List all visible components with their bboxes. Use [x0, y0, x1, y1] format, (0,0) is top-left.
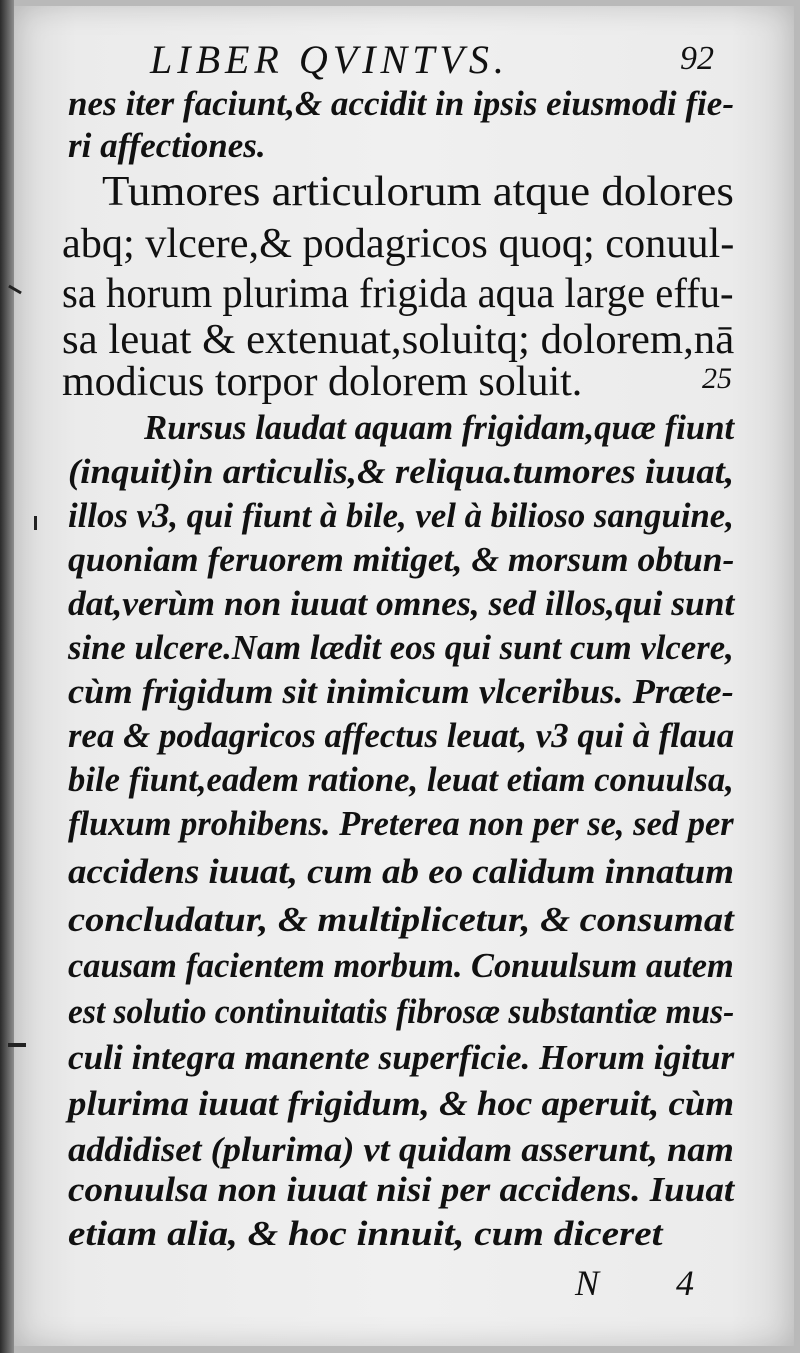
- text-line: etiam alia, & hoc innuit, cum diceret: [68, 1214, 663, 1253]
- margin-mark-bottom: [8, 1043, 26, 1047]
- text-line: Rursus laudat aquam frigidam,quæ fiunt: [144, 408, 735, 447]
- text-line: (inquit)in articulis,& reliqua.tumores iuuat,: [68, 452, 735, 491]
- text-line: abq; vlcere,& podagricos quoq; conuul-: [62, 221, 735, 267]
- text-line: modicus torpor dolorem soluit.: [62, 359, 583, 405]
- page-number: 92: [680, 40, 714, 77]
- text-line: nes iter faciunt,& accidit in ipsis eiusmodi fie-: [68, 84, 734, 123]
- text-line: est solutio continuitatis fibrosæ substantiæ mus-: [68, 992, 735, 1031]
- text-line: sine ulcere.Nam lædit eos qui sunt cum vlcere,: [68, 628, 734, 667]
- text-line: conuulsa non iuuat nisi per accidens. Iuuat: [68, 1170, 735, 1209]
- text-line: accidens iuuat, cum ab eo calidum innatum: [68, 852, 735, 891]
- text-line: ri affectiones.: [68, 126, 266, 165]
- text-line: illos v3, qui fiunt à bile, vel à bilioso sanguine,: [68, 496, 734, 535]
- text-line: rea & podagricos affectus leuat, v3 qui à flaua: [68, 716, 735, 755]
- text-line: bile fiunt,eadem ratione, leuat etiam conuulsa,: [68, 760, 734, 799]
- text-line: concludatur, & multiplicetur, & consumat: [68, 900, 734, 939]
- text-line: Tumores articulorum atque dolores: [102, 169, 734, 215]
- text-line: addidiset (plurima) vt quidam asserunt, nam: [68, 1130, 734, 1169]
- text-line: quoniam feruorem mitiget, & morsum obtun-: [68, 540, 735, 579]
- running-header-title: LIBER QVINTVS.: [150, 37, 509, 82]
- margin-mark-middle: [34, 516, 37, 530]
- text-line: dat,verùm non iuuat omnes, sed illos,qui sunt: [68, 584, 735, 623]
- text-line: sa leuat & extenuat,soluitq; dolorem,nā: [62, 317, 735, 363]
- page-binding-shadow: [0, 0, 14, 1353]
- text-line: plurima iuuat frigidum, & hoc aperuit, cùm: [68, 1084, 735, 1123]
- text-line: causam facientem morbum. Conuulsum autem: [68, 946, 734, 985]
- text-line: sa horum plurima frigida aqua large effu-: [62, 271, 734, 317]
- text-line: culi integra manente superficie. Horum igitur: [68, 1038, 735, 1077]
- signature-mark: N 4: [575, 1263, 729, 1303]
- text-line: cùm frigidum sit inimicum vlceribus. Præte-: [68, 672, 734, 711]
- text-line: fluxum prohibens. Preterea non per se, sed per: [68, 804, 734, 843]
- margin-line-number: 25: [702, 362, 732, 395]
